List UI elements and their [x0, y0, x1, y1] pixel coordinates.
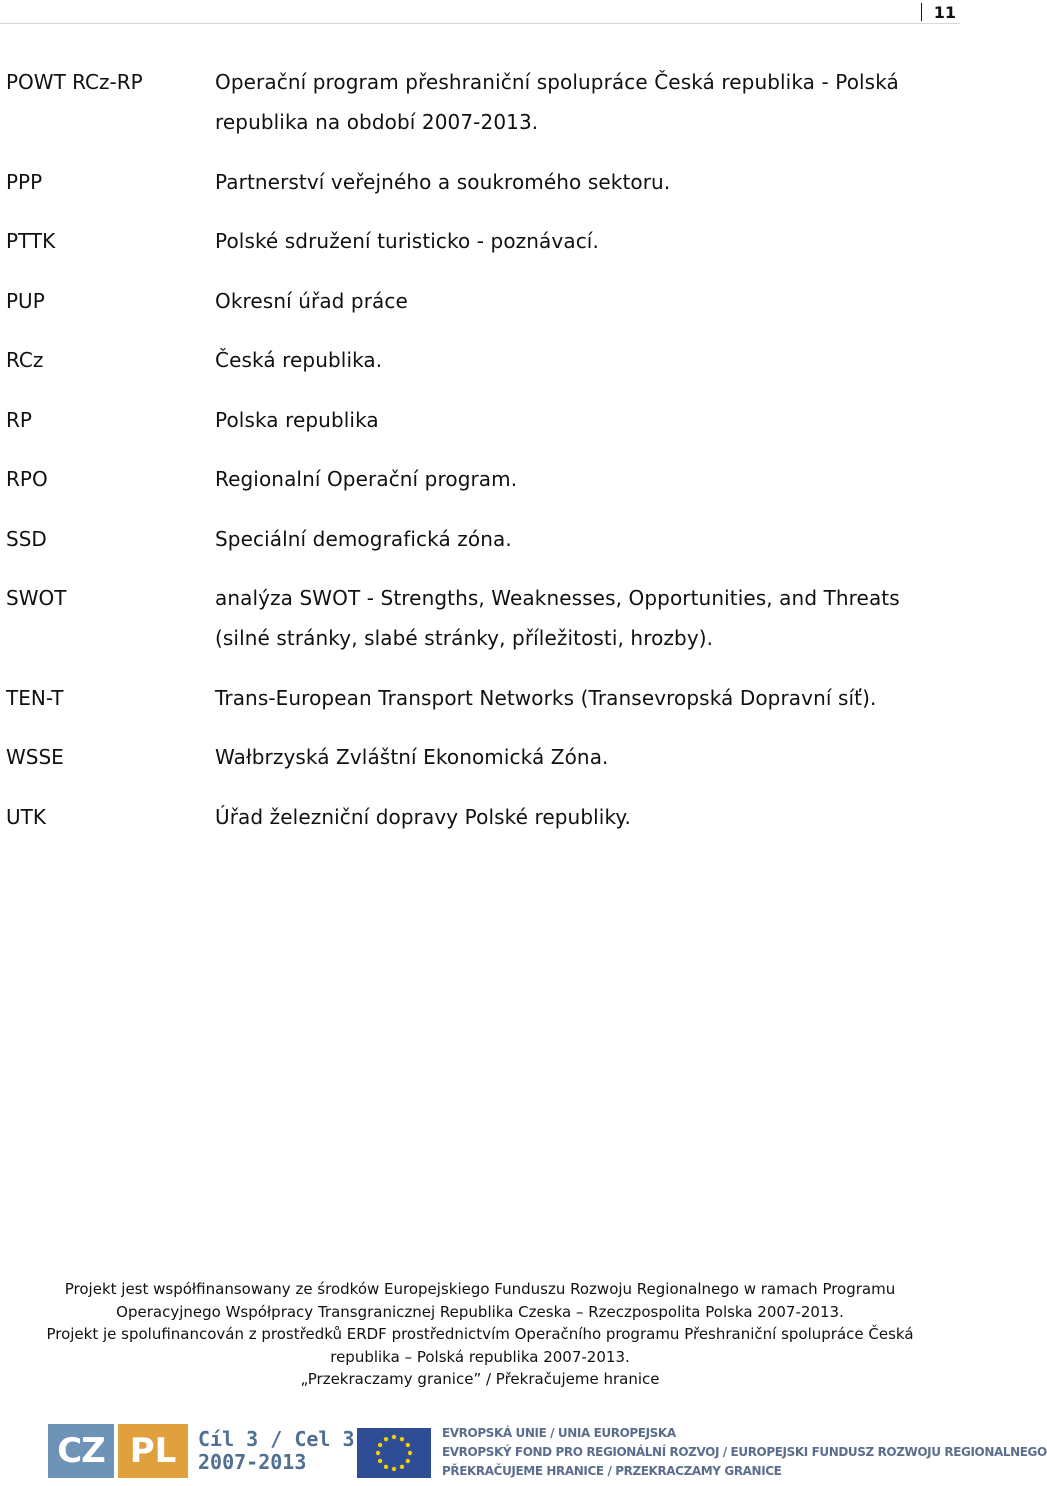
- abbreviation-definition: Regionalní Operační program.: [215, 467, 518, 491]
- abbreviation-row: [6, 221, 946, 261]
- eu-line: PŘEKRAČUJEME HRANICE / PRZEKRACZAMY GRANICE: [442, 1464, 782, 1478]
- abbreviation-definition: Česká republika.: [215, 348, 383, 372]
- abbreviation-row: [6, 737, 946, 777]
- abbreviation-term: RP: [6, 407, 32, 432]
- abbreviation-term: PPP: [6, 169, 43, 194]
- abbreviation-term: TEN-T: [6, 685, 64, 710]
- abbreviation-term: PUP: [6, 288, 45, 313]
- abbreviation-definition: analýza SWOT - Strengths, Weaknesses, Opportunities, and Threats (silné stránky, slabé stránky, příležitosti, hrozby).: [215, 586, 900, 650]
- cil-logo-text: [198, 1428, 355, 1474]
- eu-star-icon: [406, 1443, 410, 1447]
- abbreviation-row: [6, 797, 946, 837]
- eu-star-icon: [378, 1443, 382, 1447]
- abbreviation-definition: Wałbrzyská Zvláštní Ekonomická Zóna.: [215, 745, 609, 769]
- abbreviation-row: [6, 678, 946, 718]
- eu-star-icon: [406, 1459, 410, 1463]
- footer-line: Projekt je spolufinancován z prostředků ERDF prostřednictvím Operačního programu Přeshraniční spolupráce Česká: [46, 1325, 914, 1343]
- abbreviation-term: WSSE: [6, 745, 64, 769]
- abbreviation-definition: Okresní úřad práce: [215, 288, 408, 313]
- eu-star-icon: [376, 1451, 380, 1455]
- abbreviation-list: [6, 62, 946, 856]
- pl-logo-block: PL: [118, 1424, 188, 1478]
- eu-line: EVROPSKÝ FOND PRO REGIONÁLNÍ ROZVOJ / EUROPEJSKI FUNDUSZ ROZWOJU REGIONALNEGO: [442, 1445, 1047, 1459]
- eu-star-icon: [392, 1467, 396, 1471]
- eu-star-icon: [392, 1435, 396, 1439]
- eu-star-icon: [384, 1437, 388, 1441]
- abbreviation-definition: Trans-European Transport Networks (Transevropská Dopravní síť).: [215, 685, 877, 710]
- page-number: [921, 0, 956, 24]
- abbreviation-row: [6, 400, 946, 440]
- abbreviation-row: [6, 162, 946, 202]
- cz-pl-logo: [48, 1424, 355, 1478]
- page-number-text: 11: [933, 2, 956, 22]
- eu-line: EVROPSKÁ UNIE / UNIA EUROPEJSKA: [442, 1426, 676, 1440]
- header-rule: [0, 23, 960, 24]
- cz-logo-block: CZ: [48, 1424, 114, 1478]
- footer-line: Operacyjnego Współpracy Transgranicznej Republika Czeska – Rzeczpospolita Polska 2007-2013.: [116, 1302, 844, 1321]
- eu-star-icon: [408, 1451, 412, 1455]
- abbreviation-row: [6, 459, 946, 499]
- eu-flag-icon: [357, 1428, 431, 1478]
- abbreviation-definition: Polska republika: [215, 407, 379, 432]
- eu-star-icon: [400, 1437, 404, 1441]
- abbreviation-row: [6, 281, 946, 321]
- abbreviation-definition: Operační program přeshraniční spolupráce Česká republika - Polská republika na období 2007-2013.: [215, 70, 899, 134]
- eu-stars-icon: [357, 1428, 431, 1478]
- abbreviation-term: PTTK: [6, 229, 56, 253]
- abbreviation-term: RCz: [6, 348, 44, 372]
- footer-line: Projekt jest współfinansowany ze środków Europejskiego Funduszu Rozwoju Regionalnego w ramach Programu: [64, 1280, 896, 1298]
- footer-logos: [0, 1418, 1047, 1486]
- footer-text: [0, 1278, 960, 1391]
- eu-star-icon: [378, 1459, 382, 1463]
- eu-star-icon: [400, 1465, 404, 1469]
- abbreviation-definition: Speciální demografická zóna.: [215, 526, 512, 551]
- footer-tagline: „Przekraczamy granice” / Překračujeme hranice: [300, 1370, 660, 1388]
- footer-line: republika – Polská republika 2007-2013.: [330, 1347, 630, 1366]
- page-number-separator: [921, 3, 922, 21]
- abbreviation-term: UTK: [6, 804, 46, 829]
- cil-line: Cíl 3 / Cel 3: [198, 1427, 355, 1451]
- abbreviation-term: POWT RCz-RP: [6, 70, 143, 94]
- cil-years: 2007-2013: [198, 1450, 307, 1474]
- abbreviation-definition: Polské sdružení turisticko - poznávací.: [215, 229, 599, 253]
- abbreviation-row: [6, 340, 946, 380]
- abbreviation-row: [6, 578, 946, 658]
- abbreviation-term: SSD: [6, 526, 47, 551]
- abbreviation-definition: Partnerství veřejného a soukromého sektoru.: [215, 169, 671, 194]
- abbreviation-row: [6, 519, 946, 559]
- abbreviation-term: SWOT: [6, 586, 67, 610]
- abbreviation-row: [6, 62, 946, 142]
- eu-star-icon: [384, 1465, 388, 1469]
- eu-logo-text: [442, 1424, 1047, 1481]
- abbreviation-term: RPO: [6, 467, 48, 491]
- abbreviation-definition: Úřad železniční dopravy Polské republiky.: [215, 804, 631, 829]
